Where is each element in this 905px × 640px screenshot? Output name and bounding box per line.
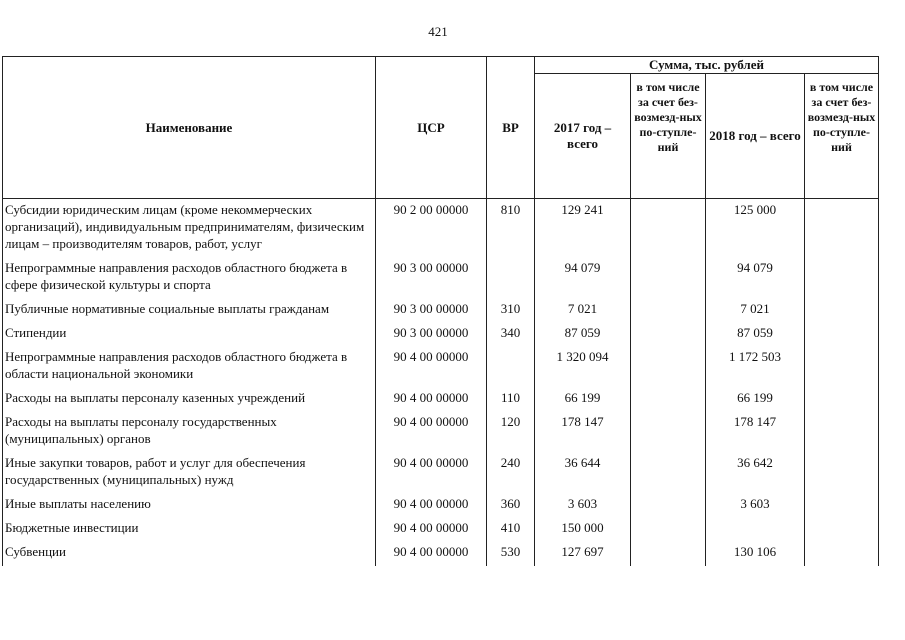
cell-name: Субсидии юридическим лицам (кроме некоммерческих организаций), индивидуальным предпринимателям, физическим лицам – производителям товаров, работ, услуг <box>3 199 376 259</box>
cell-csr: 90 4 00 00000 <box>376 494 487 518</box>
cell-2018-total: 7 021 <box>706 299 805 323</box>
cell-2017-total: 94 079 <box>535 258 631 299</box>
cell-2018-free <box>805 258 879 299</box>
cell-2017-total: 36 644 <box>535 453 631 494</box>
cell-2018-free <box>805 542 879 566</box>
budget-table <box>2 56 879 566</box>
cell-csr: 90 3 00 00000 <box>376 299 487 323</box>
cell-name: Непрограммные направления расходов областного бюджета в области национальной экономики <box>3 347 376 388</box>
cell-csr: 90 2 00 00000 <box>376 199 487 259</box>
cell-vr: 360 <box>487 494 535 518</box>
cell-vr: 530 <box>487 542 535 566</box>
table-row <box>3 388 879 412</box>
table-row <box>3 453 879 494</box>
cell-2017-total: 3 603 <box>535 494 631 518</box>
cell-name: Расходы на выплаты персоналу государственных (муниципальных) органов <box>3 412 376 453</box>
cell-2018-free <box>805 412 879 453</box>
cell-2017-total: 178 147 <box>535 412 631 453</box>
table-row <box>3 323 879 347</box>
cell-2018-free <box>805 453 879 494</box>
cell-2017-total: 66 199 <box>535 388 631 412</box>
table-row <box>3 494 879 518</box>
cell-vr <box>487 347 535 388</box>
table-row <box>3 518 879 542</box>
table-body <box>3 199 879 567</box>
cell-vr: 310 <box>487 299 535 323</box>
cell-name: Субвенции <box>3 542 376 566</box>
cell-2017-free <box>631 199 706 259</box>
cell-name: Непрограммные направления расходов областного бюджета в сфере физической культуры и спорта <box>3 258 376 299</box>
cell-csr: 90 4 00 00000 <box>376 542 487 566</box>
header-2018-total: 2018 год – всего <box>706 74 805 199</box>
cell-2018-free <box>805 518 879 542</box>
table-header <box>3 57 879 199</box>
cell-2018-total: 94 079 <box>706 258 805 299</box>
header-csr: ЦСР <box>376 57 487 199</box>
cell-vr: 240 <box>487 453 535 494</box>
cell-vr: 810 <box>487 199 535 259</box>
cell-2017-free <box>631 258 706 299</box>
cell-vr <box>487 258 535 299</box>
cell-2017-total: 7 021 <box>535 299 631 323</box>
cell-vr: 410 <box>487 518 535 542</box>
cell-2018-total: 3 603 <box>706 494 805 518</box>
table-row <box>3 412 879 453</box>
cell-name: Публичные нормативные социальные выплаты гражданам <box>3 299 376 323</box>
cell-csr: 90 4 00 00000 <box>376 388 487 412</box>
cell-csr: 90 4 00 00000 <box>376 412 487 453</box>
cell-csr: 90 3 00 00000 <box>376 258 487 299</box>
header-vr: ВР <box>487 57 535 199</box>
header-sum: Сумма, тыс. рублей <box>535 57 879 74</box>
page-number: 421 <box>428 24 448 39</box>
cell-2018-total: 178 147 <box>706 412 805 453</box>
cell-vr: 110 <box>487 388 535 412</box>
cell-2018-free <box>805 388 879 412</box>
cell-2017-free <box>631 323 706 347</box>
header-name: Наименование <box>3 57 376 199</box>
table-row <box>3 347 879 388</box>
cell-2018-total: 1 172 503 <box>706 347 805 388</box>
cell-2017-total: 129 241 <box>535 199 631 259</box>
cell-name: Стипендии <box>3 323 376 347</box>
cell-2018-total: 87 059 <box>706 323 805 347</box>
cell-2018-total <box>706 518 805 542</box>
header-2017-total: 2017 год – всего <box>535 74 631 199</box>
cell-2018-free <box>805 323 879 347</box>
cell-2017-free <box>631 518 706 542</box>
cell-2017-free <box>631 542 706 566</box>
cell-csr: 90 3 00 00000 <box>376 323 487 347</box>
header-2018-free: в том числе за счет без-возмезд-ных по-ступле-ний <box>805 74 879 199</box>
cell-2018-free <box>805 494 879 518</box>
table-row <box>3 299 879 323</box>
header-2017-free: в том числе за счет без-возмезд-ных по-ступле-ний <box>631 74 706 199</box>
cell-2017-free <box>631 453 706 494</box>
cell-csr: 90 4 00 00000 <box>376 453 487 494</box>
table-row <box>3 258 879 299</box>
table-row <box>3 199 879 259</box>
cell-2018-total: 130 106 <box>706 542 805 566</box>
cell-2017-free <box>631 299 706 323</box>
cell-2017-free <box>631 388 706 412</box>
cell-2017-total: 87 059 <box>535 323 631 347</box>
cell-2017-free <box>631 347 706 388</box>
cell-vr: 120 <box>487 412 535 453</box>
cell-name: Иные закупки товаров, работ и услуг для обеспечения государственных (муниципальных) нужд <box>3 453 376 494</box>
cell-2018-free <box>805 299 879 323</box>
cell-2018-free <box>805 199 879 259</box>
cell-2017-total: 1 320 094 <box>535 347 631 388</box>
cell-name: Расходы на выплаты персоналу казенных учреждений <box>3 388 376 412</box>
budget-table-container <box>2 56 878 566</box>
cell-2017-total: 150 000 <box>535 518 631 542</box>
cell-2018-total: 125 000 <box>706 199 805 259</box>
cell-vr: 340 <box>487 323 535 347</box>
cell-2018-free <box>805 347 879 388</box>
table-row <box>3 542 879 566</box>
cell-2018-total: 66 199 <box>706 388 805 412</box>
cell-2017-total: 127 697 <box>535 542 631 566</box>
cell-name: Бюджетные инвестиции <box>3 518 376 542</box>
cell-csr: 90 4 00 00000 <box>376 518 487 542</box>
cell-2017-free <box>631 412 706 453</box>
cell-2017-free <box>631 494 706 518</box>
cell-2018-total: 36 642 <box>706 453 805 494</box>
cell-csr: 90 4 00 00000 <box>376 347 487 388</box>
cell-name: Иные выплаты населению <box>3 494 376 518</box>
